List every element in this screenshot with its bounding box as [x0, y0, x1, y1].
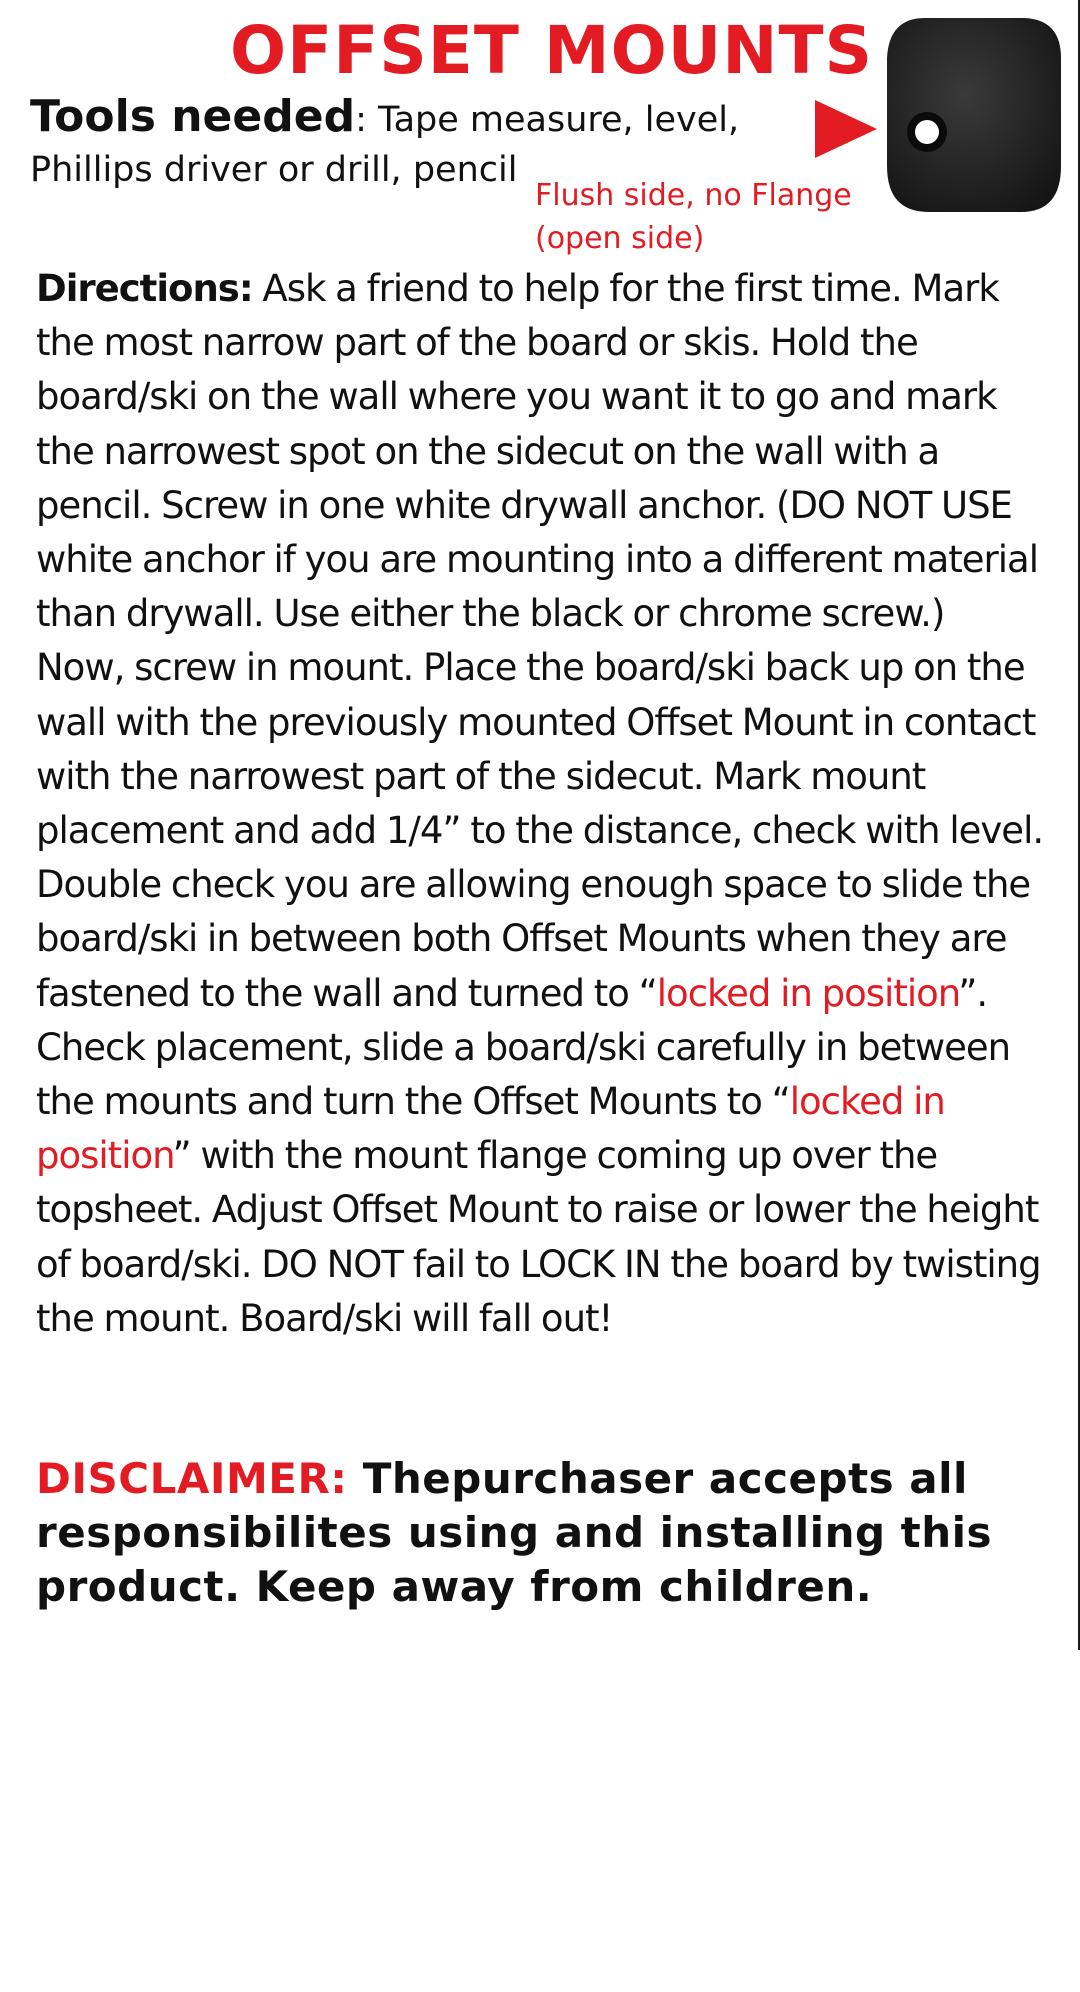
disclaimer-label: DISCLAIMER: — [36, 1454, 348, 1503]
disclaimer — [36, 1452, 1056, 1614]
page-title: OFFSET MOUNTS — [230, 12, 874, 89]
directions-part-1: Ask a friend to help for the first time. Mark the most narrow part of the board or skis. Hold the board/ski on the wall where you want it to go and mark the narrowest spot on the sidecut on the wall with a pencil. Screw in one white drywall anchor. (DO NOT USE white anchor if you are mounting into a different material than drywall. Use either the black or chrome screw.) — [36, 267, 1038, 636]
locked-in-position-highlight-2: locked in position — [36, 1080, 945, 1178]
flush-note-line-1: Flush side, no Flange — [535, 178, 852, 213]
directions-paragraph-1 — [36, 262, 1056, 641]
directions-part-4: ” with the mount flange coming up over the topsheet. Adjust Offset Mount to raise or lower the height of board/ski. DO NOT fail to LOCK IN the board by twisting the mount. Board/ski will fall out! — [36, 1134, 1041, 1340]
directions-paragraph-2 — [36, 641, 1056, 1346]
offset-mount-icon — [885, 16, 1063, 216]
tools-text-1: : Tape measure, level, — [355, 100, 740, 140]
directions-text — [36, 262, 1056, 1346]
directions-part-2: Now, screw in mount. Place the board/ski back up on the wall with the previously mounted Offset Mount in contact with the narrowest part of the sidecut. Mark mount placement and add 1/4” to the distance, check with level. Double check you are allowing enough space to slide the board/ski in between both Offset Mounts when they are fastened to the wall and turned to “ — [36, 646, 1044, 1015]
disclaimer-text: Thepurchaser accepts all responsibilites using and installing this product. Keep away from children. — [36, 1454, 993, 1611]
flush-note-line-2: (open side) — [535, 221, 705, 256]
tools-text-2: Phillips driver or drill, pencil — [30, 150, 518, 190]
tools-label: Tools needed — [30, 91, 356, 142]
tools-line-1 — [30, 91, 740, 145]
directions-part-3: ”. Check placement, slide a board/ski carefully in between the mounts and turn the Offset Mounts to “ — [36, 971, 1011, 1124]
directions-label: Directions: — [36, 267, 253, 310]
flush-side-note — [535, 174, 875, 260]
red-triangle-arrow-icon — [815, 100, 877, 158]
locked-in-position-highlight-1: locked in position — [656, 971, 959, 1015]
